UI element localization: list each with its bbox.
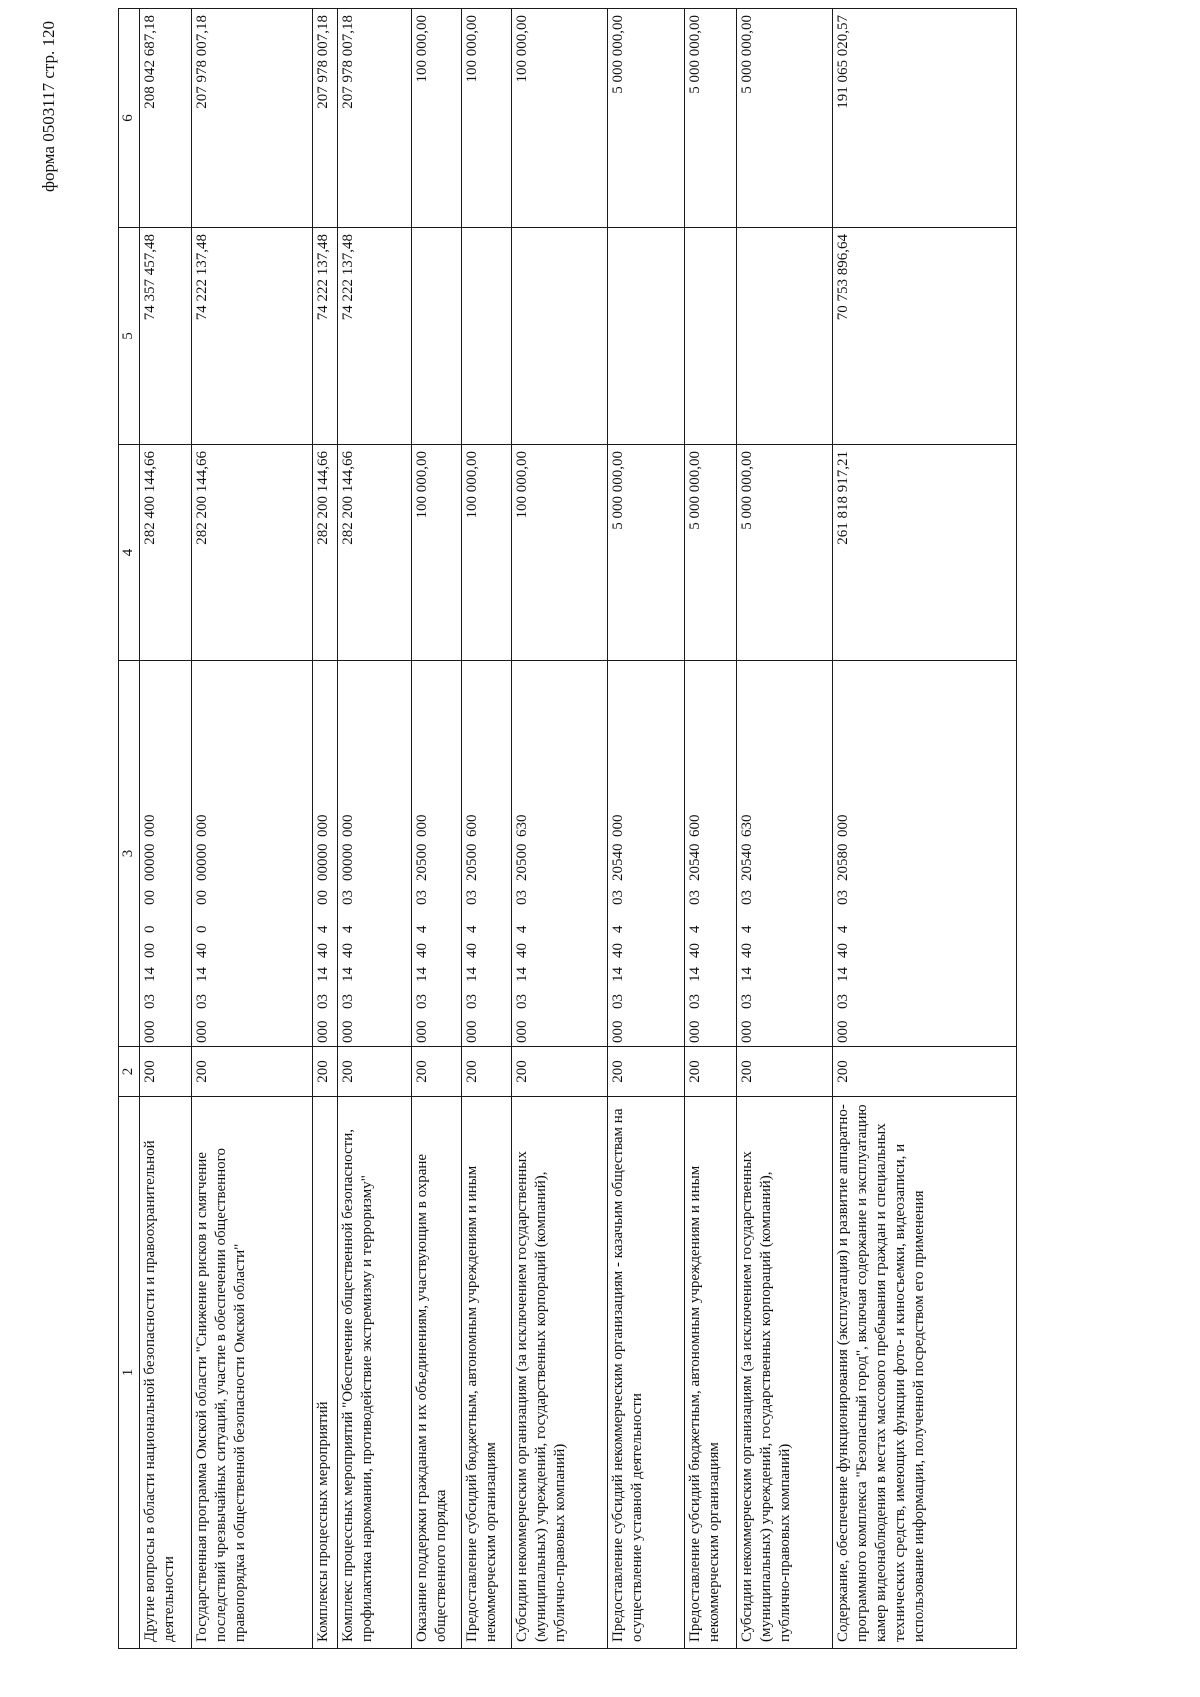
value-col-5: 74 222 137,48 [313, 228, 338, 445]
value-col-5 [737, 228, 833, 445]
line-code: 200 [412, 1047, 462, 1097]
value-col-6: 191 065 020,57 [833, 9, 1017, 228]
code-part: 4 [739, 925, 755, 933]
code-part: 000 [142, 814, 158, 837]
code-part: 14 [414, 967, 430, 982]
code-part: 20540 [739, 843, 755, 881]
code-part: 000 [835, 814, 851, 837]
budget-classification-code [833, 661, 1017, 1047]
column-number-1: 1 [119, 1097, 140, 1649]
value-col-6: 100 000,00 [412, 9, 462, 228]
value-col-4: 282 200 144,66 [338, 445, 412, 661]
code-part: 20540 [687, 843, 703, 881]
code-part: 000 [610, 1020, 626, 1043]
code-part: 20500 [464, 843, 480, 881]
code-part: 00 [315, 890, 331, 905]
value-col-5: 74 222 137,48 [338, 228, 412, 445]
row-name: Предоставление субсидий бюджетным, автономным учреждениям и иным некоммерческим организациям [462, 1097, 512, 1649]
code-part: 03 [464, 994, 480, 1009]
code-part: 14 [610, 967, 626, 982]
column-number-4: 4 [119, 445, 140, 661]
code-part: 000 [340, 814, 356, 837]
code-part: 000 [414, 814, 430, 837]
value-col-4: 282 200 144,66 [313, 445, 338, 661]
row-name: Субсидии некоммерческим организациям (за исключением государственных (муниципальных) учреждений, государственных корпораций (компаний), публично-правовых компаний) [512, 1097, 608, 1649]
code-part: 0 [194, 925, 210, 933]
code-part: 40 [464, 943, 480, 958]
line-code: 200 [685, 1047, 737, 1097]
table-row [608, 9, 685, 1649]
code-part: 03 [739, 890, 755, 905]
value-col-4: 282 400 144,66 [140, 445, 192, 661]
value-col-6: 207 978 007,18 [338, 9, 412, 228]
code-part: 03 [315, 994, 331, 1009]
column-number-6: 6 [119, 9, 140, 228]
value-col-4: 100 000,00 [462, 445, 512, 661]
code-part: 600 [464, 814, 480, 837]
line-code: 200 [737, 1047, 833, 1097]
code-part: 000 [142, 1020, 158, 1043]
code-part: 000 [610, 814, 626, 837]
code-part: 20580 [835, 843, 851, 881]
code-part: 14 [464, 967, 480, 982]
code-part: 000 [464, 1020, 480, 1043]
code-part: 20540 [610, 843, 626, 881]
value-col-4: 5 000 000,00 [685, 445, 737, 661]
code-part: 14 [142, 967, 158, 982]
code-part: 03 [835, 994, 851, 1009]
value-col-6: 5 000 000,00 [608, 9, 685, 228]
code-part: 000 [514, 1020, 530, 1043]
value-col-5 [512, 228, 608, 445]
code-part: 000 [315, 814, 331, 837]
table-row [462, 9, 512, 1649]
code-part: 00000 [142, 843, 158, 881]
line-code: 200 [833, 1047, 1017, 1097]
table-row [737, 9, 833, 1649]
code-part: 03 [687, 890, 703, 905]
code-part: 00000 [340, 843, 356, 881]
row-name: Комплексы процессных мероприятий [313, 1097, 338, 1649]
code-part: 20500 [514, 843, 530, 881]
value-col-5 [608, 228, 685, 445]
code-part: 03 [739, 994, 755, 1009]
budget-classification-code [313, 661, 338, 1047]
code-part: 40 [414, 943, 430, 958]
code-part: 03 [142, 994, 158, 1009]
value-col-5 [412, 228, 462, 445]
code-part: 00 [194, 890, 210, 905]
line-code: 200 [313, 1047, 338, 1097]
row-name: Предоставление субсидий некоммерческим организациям - казачьим обществам на осуществление уставной деятельности [608, 1097, 685, 1649]
code-part: 14 [835, 967, 851, 982]
budget-classification-code [462, 661, 512, 1047]
value-col-6: 5 000 000,00 [685, 9, 737, 228]
row-name: Государственная программа Омской области "Снижение рисков и смягчение последствий чрезвычайных ситуаций, участие в обеспечении общественного правопорядка и общественной безопасности Омской области" [192, 1097, 313, 1649]
code-part: 20500 [414, 843, 430, 881]
code-part: 600 [687, 814, 703, 837]
code-part: 4 [464, 925, 480, 933]
code-part: 40 [835, 943, 851, 958]
value-col-5: 70 753 896,64 [833, 228, 1017, 445]
code-part: 00 [142, 890, 158, 905]
value-col-4: 282 200 144,66 [192, 445, 313, 661]
code-part: 000 [687, 1020, 703, 1043]
code-part: 40 [194, 943, 210, 958]
value-col-4: 5 000 000,00 [608, 445, 685, 661]
code-part: 4 [687, 925, 703, 933]
line-code: 200 [608, 1047, 685, 1097]
row-name: Предоставление субсидий бюджетным, автономным учреждениям и иным некоммерческим организациям [685, 1097, 737, 1649]
code-part: 4 [835, 925, 851, 933]
code-part: 000 [414, 1020, 430, 1043]
code-part: 03 [414, 994, 430, 1009]
code-part: 4 [315, 925, 331, 933]
table-row [412, 9, 462, 1649]
code-part: 14 [315, 967, 331, 982]
code-part: 03 [610, 890, 626, 905]
code-part: 14 [739, 967, 755, 982]
line-code: 200 [192, 1047, 313, 1097]
table-row [685, 9, 737, 1649]
row-name: Комплекс процессных мероприятий "Обеспечение общественной безопасности, профилактика наркомании, противодействие экстремизму и терроризму" [338, 1097, 412, 1649]
table-body [119, 9, 1017, 1649]
code-part: 0 [142, 925, 158, 933]
code-part: 00000 [315, 843, 331, 881]
value-col-6: 208 042 687,18 [140, 9, 192, 228]
table-row [140, 9, 192, 1649]
code-part: 03 [464, 890, 480, 905]
code-part: 40 [315, 943, 331, 958]
budget-classification-code [140, 661, 192, 1047]
code-part: 4 [414, 925, 430, 933]
code-part: 000 [340, 1020, 356, 1043]
code-part: 03 [514, 890, 530, 905]
table-row [192, 9, 313, 1649]
value-col-4: 100 000,00 [412, 445, 462, 661]
line-code: 200 [462, 1047, 512, 1097]
column-number-3: 3 [119, 661, 140, 1047]
row-name: Содержание, обеспечение функционирования (эксплуатация) и развитие аппаратно-программного комплекса "Безопасный город", включая содержание и эксплуатацию камер видеонаблюдения в местах массового пребывания граждан и специальных технических средств, имеющих функции фото- и киносъемки, видеозаписи, и использование информации, полученной посредством его применения [833, 1097, 1017, 1649]
budget-classification-code [192, 661, 313, 1047]
table-row [313, 9, 338, 1649]
line-code: 200 [140, 1047, 192, 1097]
budget-classification-code [685, 661, 737, 1047]
code-part: 03 [194, 994, 210, 1009]
value-col-4: 5 000 000,00 [737, 445, 833, 661]
code-part: 40 [514, 943, 530, 958]
code-part: 40 [687, 943, 703, 958]
code-part: 4 [514, 925, 530, 933]
row-name: Другие вопросы в области национальной безопасности и правоохранительной деятельности [140, 1097, 192, 1649]
code-part: 40 [610, 943, 626, 958]
report-table [118, 8, 1017, 1649]
code-part: 14 [340, 967, 356, 982]
value-col-6: 5 000 000,00 [737, 9, 833, 228]
code-part: 03 [414, 890, 430, 905]
code-part: 14 [194, 967, 210, 982]
code-part: 14 [514, 967, 530, 982]
value-col-5: 74 222 137,48 [192, 228, 313, 445]
code-part: 14 [687, 967, 703, 982]
code-part: 630 [739, 814, 755, 837]
code-part: 03 [340, 890, 356, 905]
table-row [338, 9, 412, 1649]
form-header: форма 0503117 стр. 120 [39, 21, 58, 192]
code-part: 000 [739, 1020, 755, 1043]
code-part: 40 [340, 943, 356, 958]
code-part: 4 [610, 925, 626, 933]
value-col-5: 74 357 457,48 [140, 228, 192, 445]
code-part: 000 [835, 1020, 851, 1043]
line-code: 200 [338, 1047, 412, 1097]
value-col-5 [685, 228, 737, 445]
column-number-5: 5 [119, 228, 140, 445]
table-row [833, 9, 1017, 1649]
value-col-6: 100 000,00 [462, 9, 512, 228]
line-code: 200 [512, 1047, 608, 1097]
code-part: 00000 [194, 843, 210, 881]
value-col-5 [462, 228, 512, 445]
code-part: 03 [610, 994, 626, 1009]
table-row [512, 9, 608, 1649]
code-part: 00 [142, 943, 158, 958]
value-col-6: 207 978 007,18 [192, 9, 313, 228]
code-part: 000 [194, 814, 210, 837]
code-part: 03 [835, 890, 851, 905]
budget-classification-code [412, 661, 462, 1047]
code-part: 40 [739, 943, 755, 958]
code-part: 03 [514, 994, 530, 1009]
budget-classification-code [338, 661, 412, 1047]
budget-classification-code [737, 661, 833, 1047]
code-part: 4 [340, 925, 356, 933]
column-number-2: 2 [119, 1047, 140, 1097]
row-name: Оказание поддержки гражданам и их объединениям, участвующим в охране общественного порядка [412, 1097, 462, 1649]
code-part: 03 [340, 994, 356, 1009]
value-col-4: 100 000,00 [512, 445, 608, 661]
row-name: Субсидии некоммерческим организациям (за исключением государственных (муниципальных) учреждений, государственных корпораций (компаний), публично-правовых компаний) [737, 1097, 833, 1649]
value-col-6: 100 000,00 [512, 9, 608, 228]
code-part: 000 [315, 1020, 331, 1043]
column-number-row [119, 9, 140, 1649]
code-part: 000 [194, 1020, 210, 1043]
value-col-4: 261 818 917,21 [833, 445, 1017, 661]
budget-classification-code [512, 661, 608, 1047]
value-col-6: 207 978 007,18 [313, 9, 338, 228]
budget-classification-code [608, 661, 685, 1047]
code-part: 630 [514, 814, 530, 837]
code-part: 03 [687, 994, 703, 1009]
